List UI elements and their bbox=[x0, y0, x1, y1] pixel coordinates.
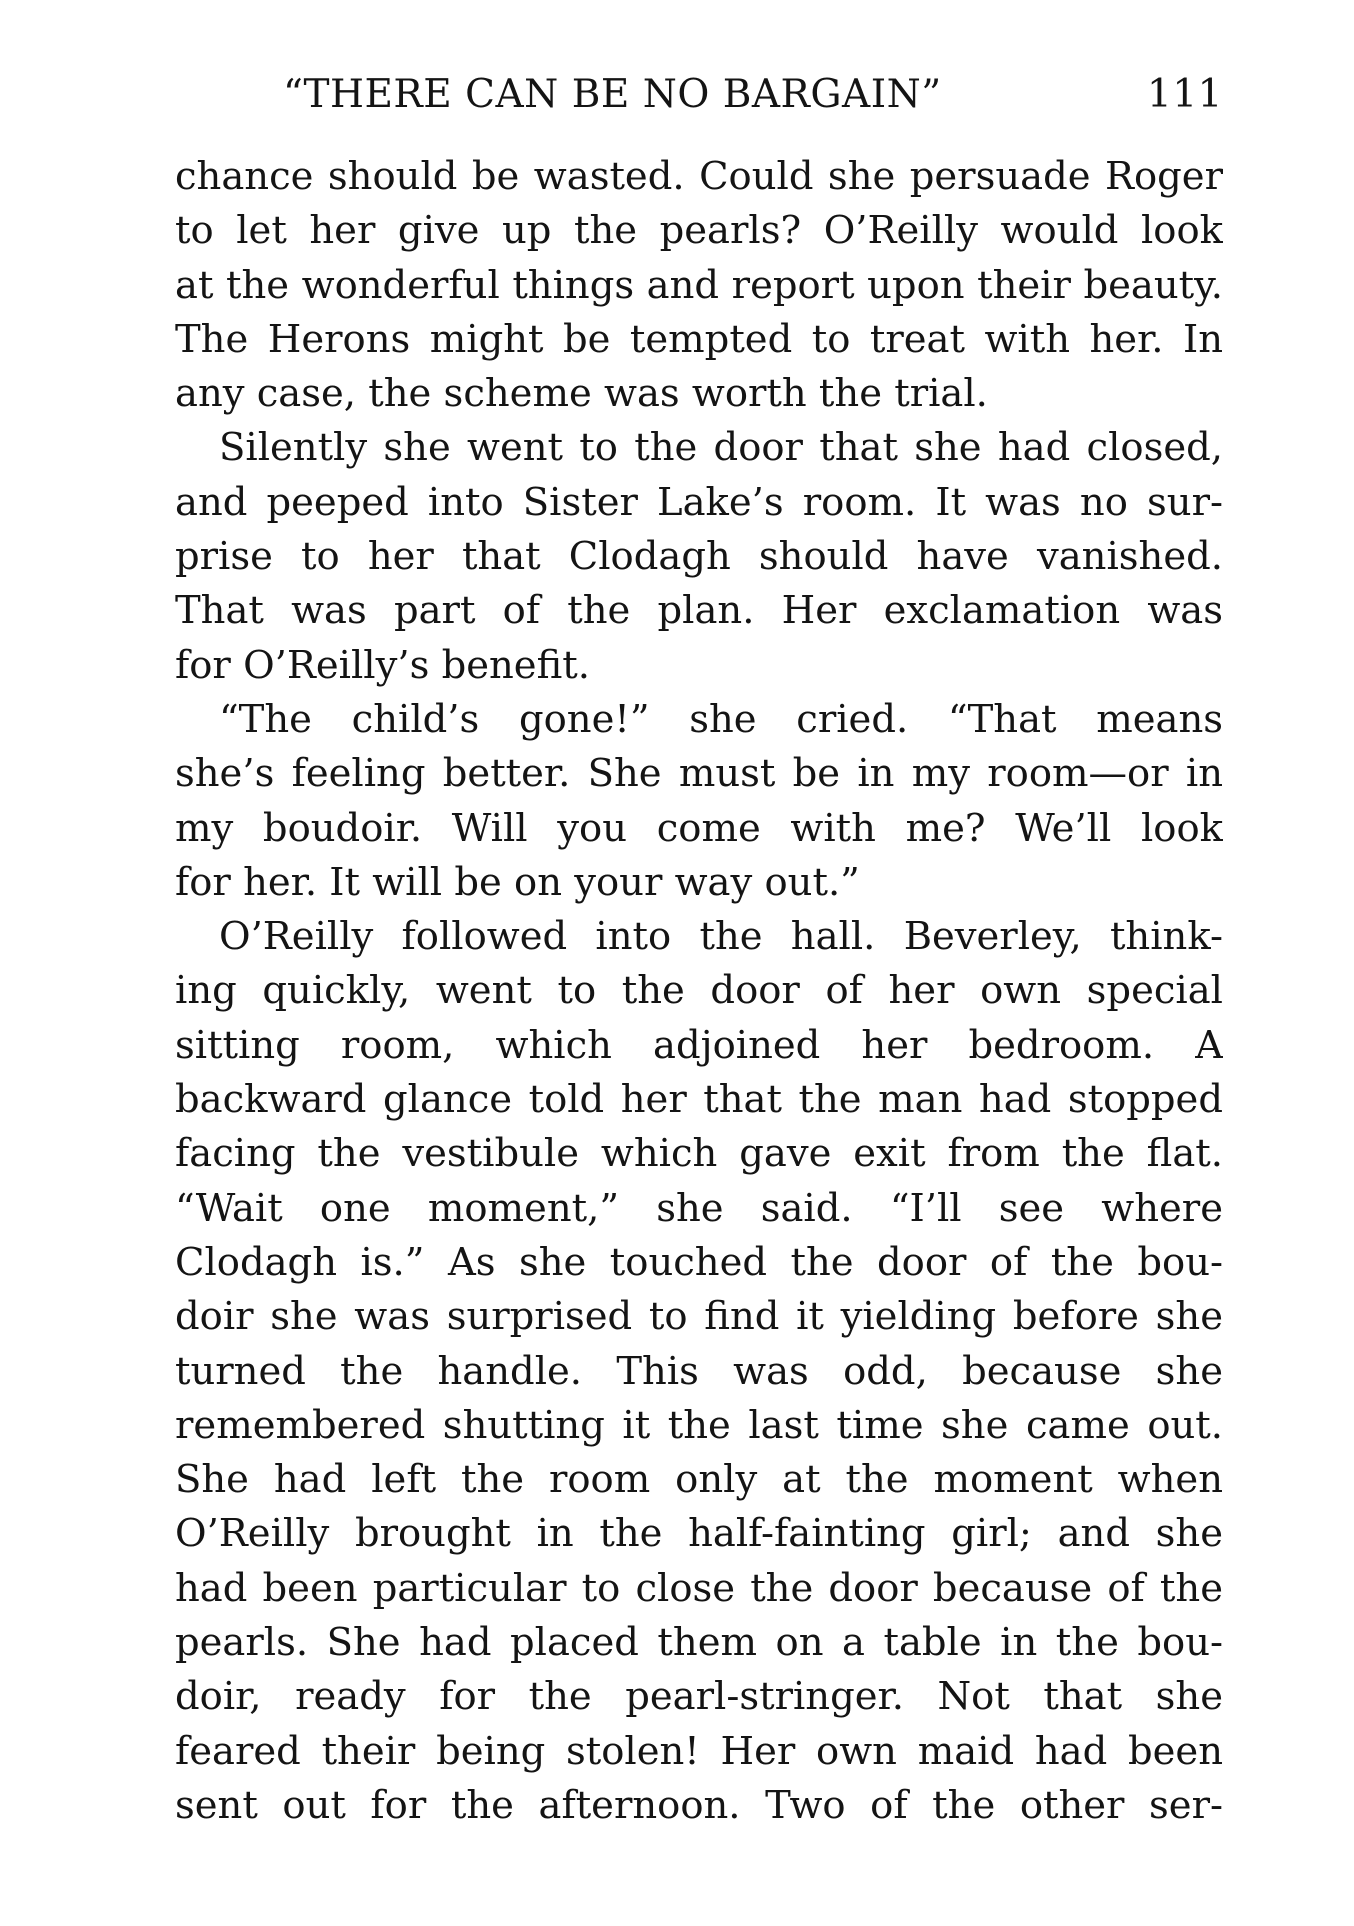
text-line: for O’Reilly’s benefit. bbox=[175, 642, 590, 688]
text-line: The Herons might be tempted to treat with her. In bbox=[175, 316, 1223, 362]
text-line: sitting room, which adjoined her bedroom. A bbox=[175, 1022, 1223, 1068]
text-line: doir she was surprised to find it yielding before she bbox=[175, 1294, 1223, 1340]
text-line: for her. It will be on your way out.” bbox=[175, 859, 860, 905]
text-line: had been particular to close the door because of the bbox=[175, 1565, 1223, 1611]
text-line: backward glance told her that the man had stopped bbox=[175, 1077, 1223, 1123]
text-line: she’s feeling better. She must be in my room—or in bbox=[175, 751, 1223, 797]
text-line: “The child’s gone!” she cried. “That means bbox=[219, 696, 1223, 742]
text-line: ing quickly, went to the door of her own special bbox=[175, 968, 1223, 1014]
text-line: O’Reilly brought in the half-fainting girl; and she bbox=[175, 1511, 1223, 1557]
text-line: feared their being stolen! Her own maid had been bbox=[175, 1728, 1223, 1774]
text-line: “Wait one moment,” she said. “I’ll see where bbox=[175, 1185, 1223, 1231]
text-line: Clodagh is.” As she touched the door of the bou- bbox=[175, 1239, 1223, 1285]
page-number: 111 bbox=[1147, 72, 1223, 117]
text-line: Silently she went to the door that she had closed, bbox=[219, 425, 1223, 471]
text-line: turned the handle. This was odd, because she bbox=[175, 1348, 1223, 1394]
text-line: O’Reilly followed into the hall. Beverley, think- bbox=[219, 914, 1223, 960]
text-line: facing the vestibule which gave exit from the flat. bbox=[175, 1131, 1223, 1177]
text-line: chance should be wasted. Could she persuade Roger bbox=[175, 154, 1223, 199]
running-head: “THERE CAN BE NO BARGAIN” bbox=[283, 72, 942, 117]
text-line: doir, ready for the pearl-stringer. Not that she bbox=[175, 1674, 1223, 1720]
text-line: sent out for the afternoon. Two of the other ser- bbox=[175, 1782, 1223, 1828]
text-line: She had left the room only at the moment when bbox=[175, 1457, 1223, 1503]
text-line: to let her give up the pearls? O’Reilly would look bbox=[175, 208, 1223, 254]
text-line: my boudoir. Will you come with me? We’ll look bbox=[175, 805, 1223, 851]
text-line: That was part of the plan. Her exclamation was bbox=[175, 588, 1223, 634]
text-line: pearls. She had placed them on a table in the bou- bbox=[175, 1620, 1223, 1666]
body-text bbox=[175, 150, 1223, 1833]
text-line: any case, the scheme was worth the trial. bbox=[175, 371, 988, 417]
text-line: at the wonderful things and report upon their beauty. bbox=[175, 262, 1223, 308]
text-line: remembered shutting it the last time she came out. bbox=[175, 1402, 1223, 1448]
text-line: and peeped into Sister Lake’s room. It was no sur- bbox=[175, 479, 1223, 525]
page-header bbox=[175, 66, 1223, 126]
text-line: prise to her that Clodagh should have vanished. bbox=[175, 534, 1223, 580]
